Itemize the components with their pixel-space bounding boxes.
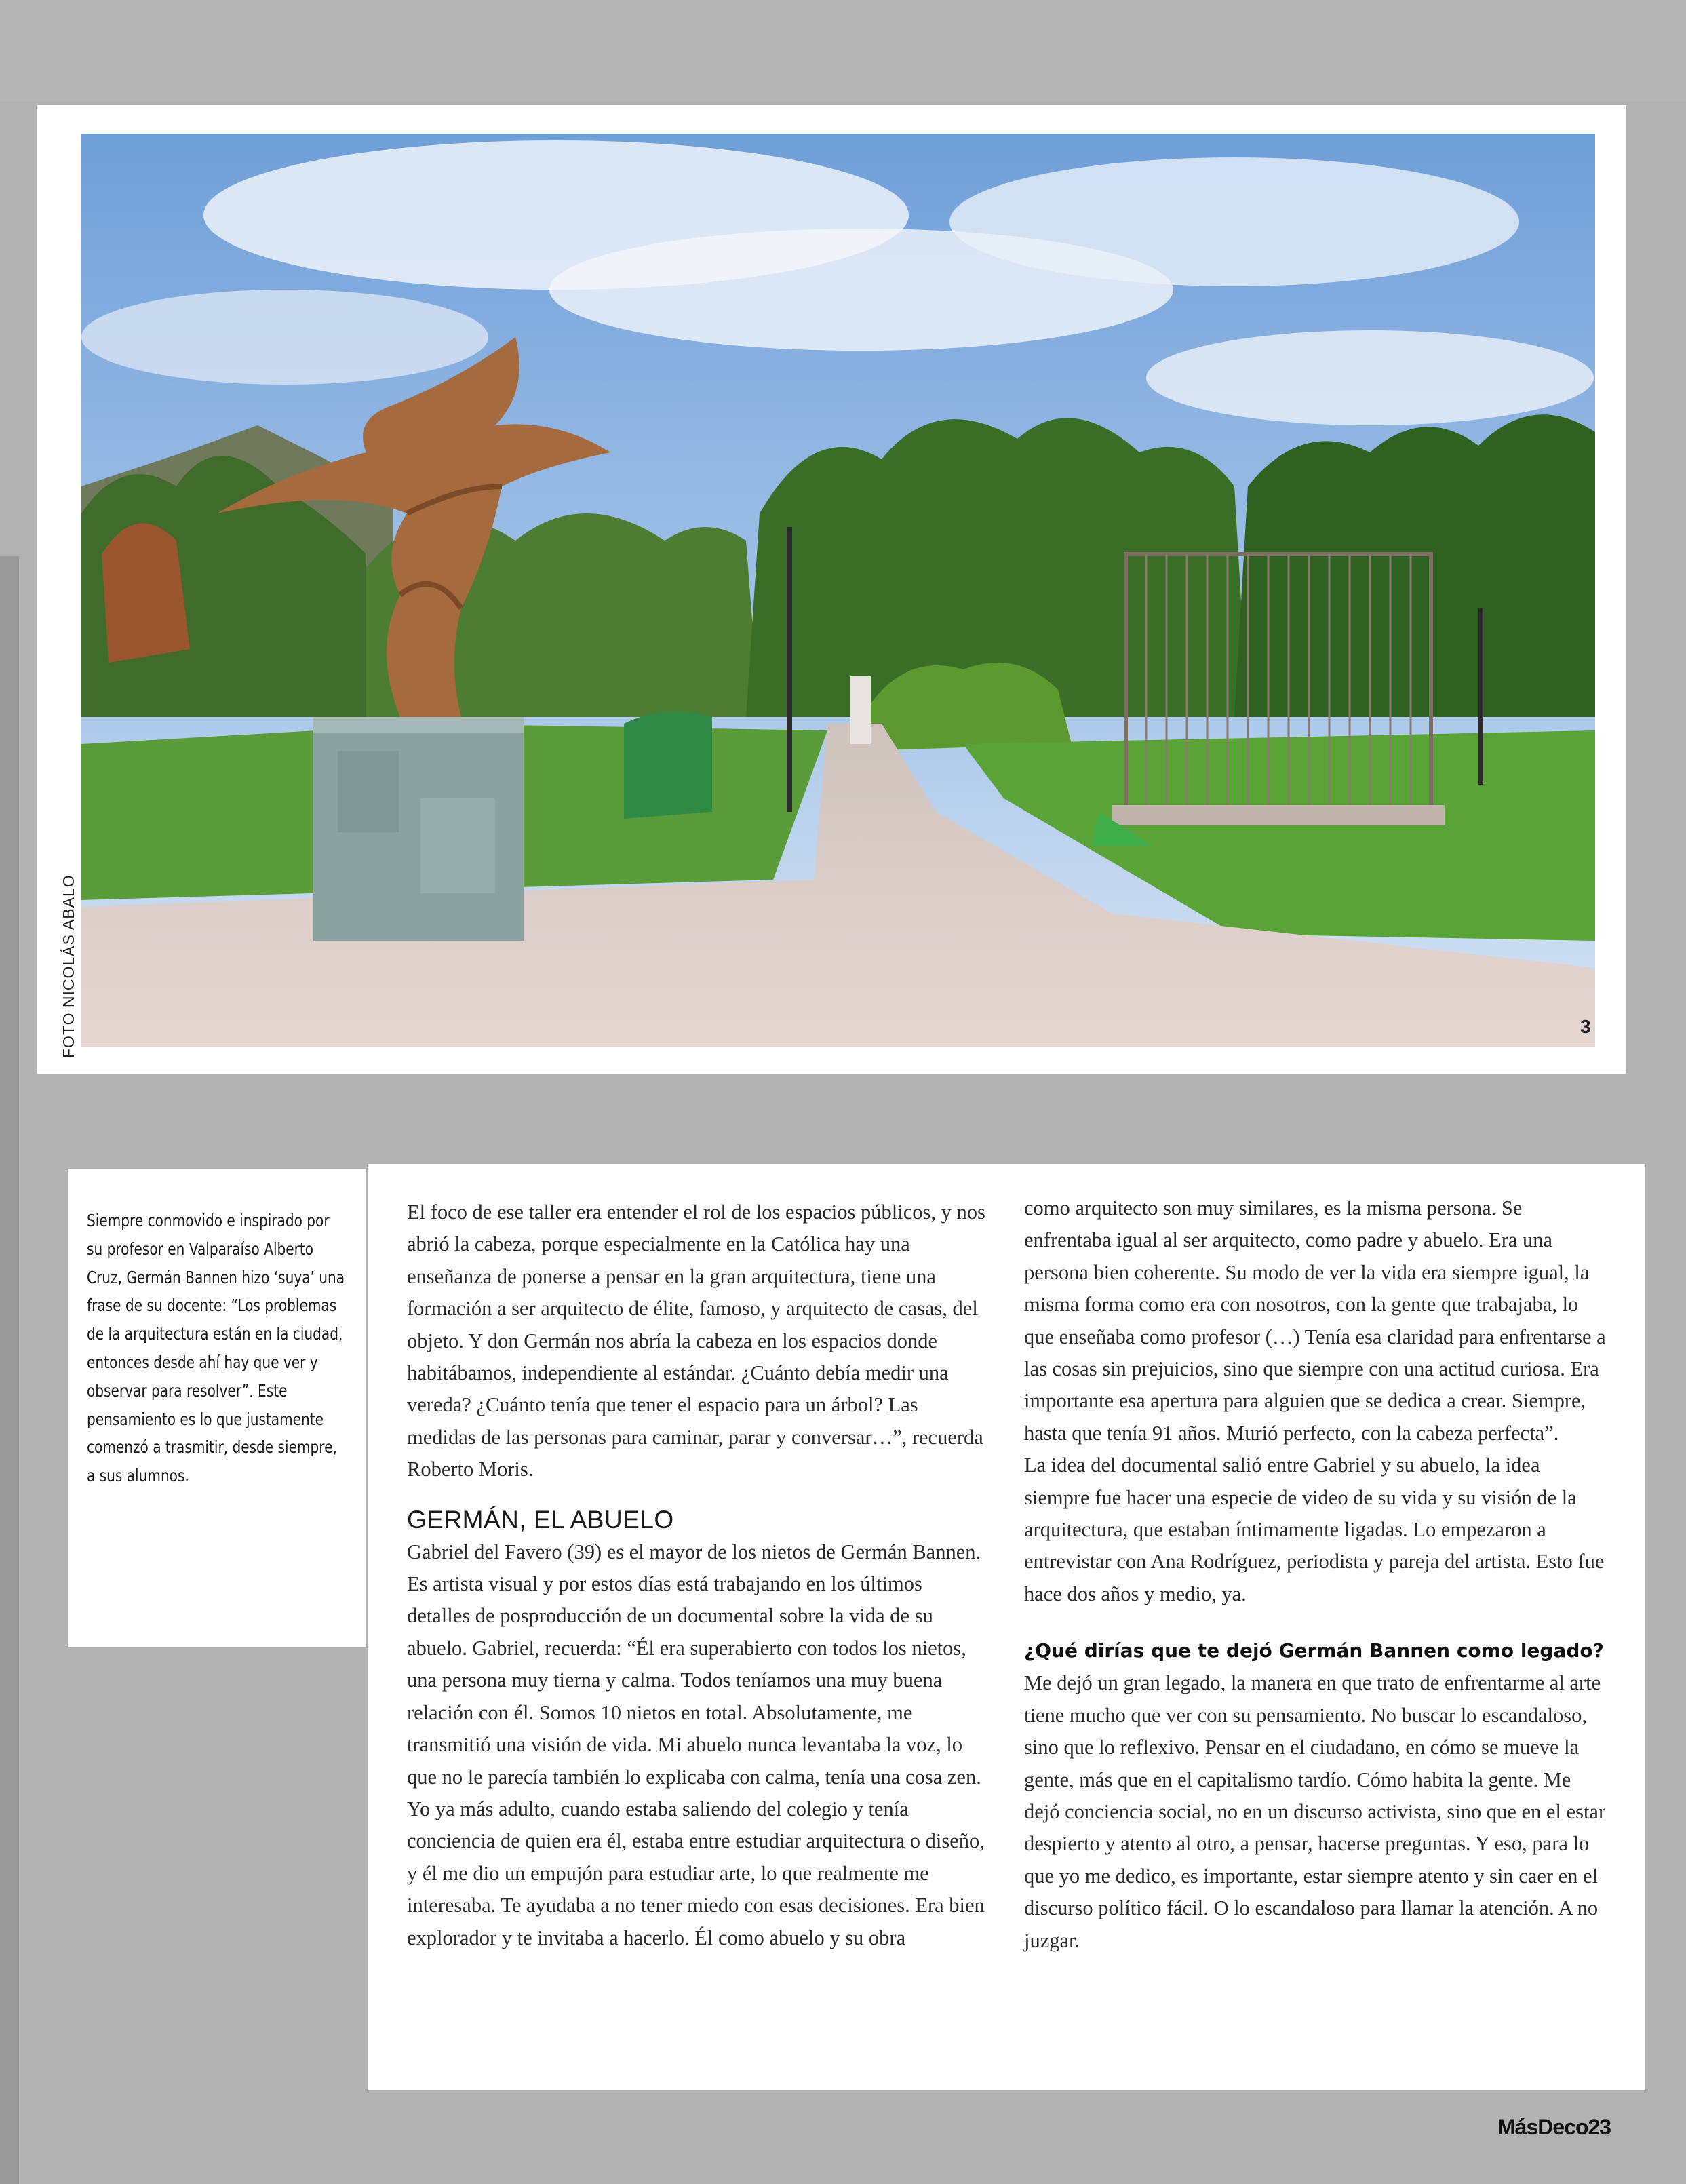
photo-credit: FOTO NICOLÁS ABALO — [60, 874, 77, 1058]
paragraph: La idea del documental salió entre Gabriel y su abuelo, la idea siempre fue hacer una especie de video de su vida y su visión de la arquitectura, que estaban íntimamente ligadas. Lo empezaron a entrevistar con Ana Rodríguez, periodista y pareja del artista. Esto fue hace dos años y medio, ya. — [1024, 1454, 1605, 1605]
page-top-margin — [0, 0, 1686, 102]
photo-frame — [37, 105, 1626, 1074]
page-footer — [1497, 2115, 1611, 2140]
column-right — [1024, 1192, 1607, 1957]
magazine-name: MásDeco — [1497, 2115, 1588, 2139]
page-number: 23 — [1588, 2115, 1611, 2139]
paragraph: Gabriel del Favero (39) es el mayor de los nietos de Germán Bannen. Es artista visual y por estos días está trabajando en los últimos detalles de posproducción de un documental sobre la vida de su abuelo. Gabriel, recuerda: “Él era superabierto con todos los nietos, una persona muy tierna y calma. Todos teníamos una muy buena relación con él. Somos 10 nietos en total. Absolutamente, me transmitió una visión de vida. Mi abuelo nunca levantaba la voz, lo que no le parecía también lo explicaba con calma, tenía una cosa zen. Yo ya más adulto, cuando estaba saliendo del colegio y tenía conciencia de quien era él, estaba entre estudiar arquitectura o diseño, y él me dio un empujón para estudiar arte, lo que realmente me interesaba. Te ayudaba a no tener miedo con esas decisiones. Era bien explorador y te invitaba a hacerlo. Él como abuelo y su obra — [407, 1540, 985, 1949]
caption-box — [68, 1169, 366, 1647]
article-body — [368, 1164, 1645, 2090]
paragraph: El foco de ese taller era entender el rol de los espacios públicos, y nos abrió la cabeza, porque especialmente en la Católica hay una enseñanza de ponerse a pensar en la gran arquitectura, tiene una formación a ser arquitecto de élite, famoso, y arquitecto de casas, del objeto. Y don Germán nos abría la cabeza en los espacios donde habitábamos, independiente al estándar. ¿Cuánto debía medir una vereda? ¿Cuánto tenía que tener el espacio para un árbol? Las medidas de las personas para caminar, parar y conversar…”, recuerda Roberto Moris. — [407, 1201, 985, 1481]
interview-answer: Me dejó un gran legado, la manera en que trato de enfrentarme al arte tiene mucho que ver con su pensamiento. No buscar lo escandaloso, sino que lo reflexivo. Pensar en el ciudadano, en cómo se mueve la gente, más que en el capitalismo tardío. Cómo habita la gente. Me dejó conciencia social, no en un discurso activista, sino que en el estar despierto y atento al otro, a pensar, hacerse preguntas. Y eso, para lo que yo me dedico, es importante, estar siempre atento y sin caer en el discurso político fácil. O lo escandaloso para llamar la atención. A no juzgar. — [1024, 1671, 1606, 1952]
paragraph: como arquitecto son muy similares, es la misma persona. Se enfrentaba igual al ser arquitecto, como padre y abuelo. Era una persona bien coherente. Su modo de ver la vida era siempre igual, la misma forma como era con nosotros, con la gente que trabajaba, lo que enseñaba como profesor (…) Tenía esa claridad para enfrentarse a las cosas sin prejuicios, sino que siempre con una actitud curiosa. Era importante esa apertura para alguien que se dedica a crear. Siempre, hasta que tenía 91 años. Murió perfecto, con la cabeza perfecta”. — [1024, 1196, 1606, 1445]
scan-edge — [0, 556, 19, 2184]
park-sculpture-photo — [81, 134, 1595, 1047]
interview-question: ¿Qué dirías que te dejó Germán Bannen como legado? — [1024, 1639, 1604, 1662]
photo-number: 3 — [1580, 1016, 1591, 1037]
caption-text: Siempre conmovido e inspirado por su profesor en Valparaíso Alberto Cruz, Germán Bannen hizo ‘suya’ una frase de su docente: “Los problemas de la arquitectura están en la ciudad, entonces desde ahí hay que ver y observar para resolver”. Este pensamiento es lo que justamente comenzó a trasmitir, desde siempre, a sus alumnos. — [87, 1211, 345, 1486]
section-heading: GERMÁN, EL ABUELO — [407, 1505, 674, 1534]
column-left — [407, 1196, 990, 1954]
